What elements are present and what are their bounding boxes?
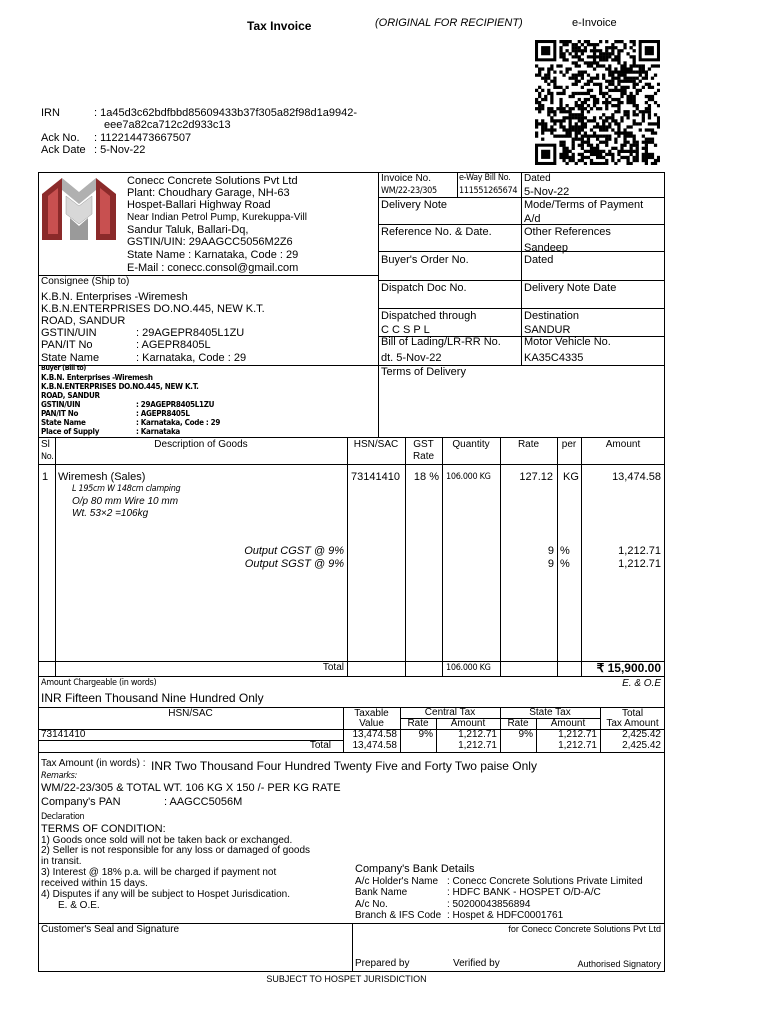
item-note-2: O/p 80 mm Wire 10 mm	[72, 496, 179, 507]
tax-cgst-rate: 9	[547, 545, 554, 557]
tax-sgst-pct: %	[560, 558, 570, 570]
motor-vehicle-label: Motor Vehicle No.	[524, 336, 611, 348]
declaration-label: Declaration	[41, 812, 85, 822]
buyer-state-label: State Name	[41, 418, 86, 427]
bill-lading-value: dt. 5-Nov-22	[381, 352, 442, 364]
item-name: Wiremesh (Sales)	[58, 471, 146, 483]
bill-lading-label: Bill of Lading/LR-RR No.	[381, 336, 501, 348]
company-logo	[40, 174, 118, 242]
ts-central-label: Central Tax	[424, 707, 476, 718]
consignee-gstin-label: GSTIN/UIN	[41, 327, 97, 339]
tax-cgst-pct: %	[560, 545, 570, 557]
bank-ifs-label: Branch & IFS Code	[355, 910, 442, 921]
dispatched-through-label: Dispatched through	[381, 310, 477, 322]
prepared-by: Prepared by	[355, 958, 410, 969]
seller-email: E-Mail : conecc.consol@gmail.com	[127, 262, 299, 274]
term-2: 2) Seller is not responsible for any loss or damaged of goods	[41, 845, 311, 856]
bank-ifs-value: : Hospet & HDFC0001761	[447, 910, 564, 921]
bank-acno-label: A/c No.	[355, 899, 388, 910]
col-sl: Sl	[41, 439, 50, 450]
ts-hsn-label: HSN/SAC	[168, 708, 213, 719]
consignee-state: : Karnataka, Code : 29	[136, 352, 247, 364]
authorised-signatory: Authorised Signatory	[577, 959, 661, 969]
motor-vehicle-value: KA35C4335	[524, 352, 584, 364]
item-hsn: 73141410	[351, 471, 400, 483]
ts-s-rate-label: Rate	[507, 718, 529, 729]
ack-no-value: : 112214473667507	[94, 132, 192, 144]
term-1: 1) Goods once sold will not be taken back or exchanged.	[41, 835, 293, 846]
ts-taxable-label-1: Taxable	[354, 708, 389, 719]
ts-total-taxable: 13,474.58	[352, 740, 397, 751]
irn-value-2: eee7a82ca712c2d933c13	[104, 119, 231, 131]
bank-title: Company's Bank Details	[355, 863, 475, 875]
einvoice-label: e-Invoice	[572, 17, 617, 29]
col-amount: Amount	[605, 439, 641, 450]
term-4: 4) Disputes if any will be subject to Hospet Jurisdication.	[41, 889, 291, 900]
seller-state: State Name : Karnataka, Code : 29	[127, 249, 299, 261]
destination-value: SANDUR	[524, 324, 571, 336]
total-amount: ₹ 15,900.00	[596, 661, 661, 675]
item-rate: 127.12	[519, 471, 553, 483]
seller-line4: Sandur Taluk, Ballari-Dq,	[127, 224, 249, 236]
buyer-pos-label: Place of Supply	[41, 427, 100, 436]
tax-sgst-label: Output SGST @ 9%	[244, 558, 344, 570]
remarks-label: Remarks:	[41, 771, 78, 781]
col-no: No.	[41, 452, 54, 462]
total-qty: 106.000 KG	[446, 663, 491, 673]
amount-words-label: Amount Chargeable (in words)	[41, 678, 157, 688]
delivery-note-label: Delivery Note	[381, 199, 448, 211]
col-desc: Description of Goods	[154, 439, 248, 450]
ts-taxable-label-2: Value	[359, 718, 384, 729]
ts-c-amount-label: Amount	[450, 718, 486, 729]
consignee-addr1: K.B.N.ENTERPRISES DO.NO.445, NEW K.T.	[41, 303, 265, 315]
reference-label: Reference No. & Date.	[381, 226, 492, 238]
other-ref-value: Sandeep	[524, 242, 569, 254]
col-rate: Rate	[517, 439, 540, 450]
buyer-pos: : Karnataka	[136, 427, 180, 436]
consignee-pan-label: PAN/IT No	[41, 339, 93, 351]
tax-cgst-label: Output CGST @ 9%	[244, 545, 344, 557]
term-3b: received within 15 days.	[41, 878, 148, 889]
irn-label: IRN	[41, 107, 60, 119]
item-per: KG	[563, 471, 579, 483]
ts-total-c-amt: 1,212.71	[458, 740, 497, 751]
consignee-gstin: : 29AGEPR8405L1ZU	[136, 327, 245, 339]
tax-sgst-rate: 9	[547, 558, 554, 570]
buyer-pan-label: PAN/IT No	[41, 409, 79, 418]
ts-c-rate-label: Rate	[407, 718, 429, 729]
col-hsn: HSN/SAC	[353, 439, 399, 450]
bank-holder-label: A/c Holder's Name	[355, 876, 439, 887]
buyer-gstin-label: GSTIN/UIN	[41, 400, 81, 409]
remarks-value: WM/22-23/305 & TOTAL WT. 106 KG X 150 /- PER KG RATE	[41, 782, 341, 794]
bank-acno-value: : 50200043856894	[447, 899, 531, 910]
term-5: E. & O.E.	[58, 900, 100, 911]
qr-code	[535, 40, 660, 165]
consignee-addr2: ROAD, SANDUR	[41, 315, 126, 327]
buyer-addr2: ROAD, SANDUR	[41, 391, 100, 400]
col-per: per	[561, 439, 577, 450]
tax-sgst-amount: 1,212.71	[618, 558, 661, 570]
copy-type: (ORIGINAL FOR RECIPIENT)	[375, 17, 523, 29]
ts-state-label: State Tax	[529, 707, 571, 718]
col-qty: Quantity	[452, 439, 490, 450]
buyer-gstin: : 29AGEPR8405L1ZU	[136, 400, 215, 409]
amount-words-value: INR Fifteen Thousand Nine Hundred Only	[41, 691, 264, 705]
bank-holder-value: : Conecc Concrete Solutions Private Limited	[447, 876, 643, 887]
seller-gstin: GSTIN/UIN: 29AAGCC5056M2Z6	[127, 236, 293, 248]
invoice-title: Tax Invoice	[247, 19, 312, 33]
dated-label: Dated	[524, 173, 551, 184]
ts-total-s-amt: 1,212.71	[558, 740, 597, 751]
company-pan-label: Company's PAN	[41, 796, 121, 808]
ts-row-hsn: 73141410	[41, 729, 86, 740]
eway-value: 111551265674	[459, 186, 518, 196]
tax-words-label: Tax Amount (in words) :	[41, 758, 146, 769]
consignee-name: K.B.N. Enterprises -Wiremesh	[41, 291, 188, 303]
ts-row-taxable: 13,474.58	[352, 729, 397, 740]
delivery-note-date-label: Delivery Note Date	[524, 282, 617, 294]
customer-seal-label: Customer's Seal and Signature	[41, 924, 180, 935]
eway-label: e-Way Bill No.	[459, 173, 511, 183]
tax-cgst-amount: 1,212.71	[618, 545, 661, 557]
ts-row-total: 2,425.42	[622, 729, 661, 740]
ack-date-value: : 5-Nov-22	[94, 144, 146, 156]
buyers-order-label: Buyer's Order No.	[381, 254, 469, 266]
ack-date-label: Ack Date	[41, 144, 86, 156]
dated2-label: Dated	[524, 254, 554, 266]
seller-line2: Hospet-Ballari Highway Road	[127, 199, 271, 211]
item-gst-rate: 18 %	[413, 471, 439, 483]
dispatched-through-value: C C S P L	[381, 324, 430, 336]
ts-total-label-2: Tax Amount	[606, 718, 659, 729]
company-pan-value: : AAGCC5056M	[164, 796, 243, 808]
buyer-name: K.B.N. Enterprises -Wiremesh	[41, 373, 153, 382]
invoice-no-value: WM/22-23/305	[381, 186, 437, 196]
dated-value: 5-Nov-22	[524, 186, 570, 198]
seller-name: Conecc Concrete Solutions Pvt Ltd	[127, 175, 298, 187]
ts-total-label-1: Total	[621, 708, 644, 719]
terms-delivery-label: Terms of Delivery	[381, 366, 466, 378]
item-amount: 13,474.58	[612, 471, 661, 483]
mode-value: A/d	[524, 213, 541, 225]
buyer-pan: : AGEPR8405L	[136, 409, 190, 418]
buyer-state: : Karnataka, Code : 29	[136, 418, 221, 427]
buyer-label: Buyer (Bill to)	[41, 364, 87, 372]
mode-label: Mode/Terms of Payment	[524, 199, 644, 211]
ack-no-label: Ack No.	[41, 132, 80, 144]
item-qty: 106.000 KG	[446, 472, 491, 482]
bank-name-label: Bank Name	[355, 887, 408, 898]
irn-value-1: : 1a45d3c62bdfbbd85609433b37f305a82f98d1a9942-	[94, 107, 358, 119]
buyer-addr1: K.B.N.ENTERPRISES DO.NO.445, NEW K.T.	[41, 382, 199, 391]
item-sl: 1	[42, 471, 49, 483]
ts-row-c-amt: 1,212.71	[458, 729, 497, 740]
dispatch-doc-label: Dispatch Doc No.	[381, 282, 467, 294]
eoe-label: E. & O.E	[622, 678, 661, 689]
terms-title: TERMS OF CONDITION:	[41, 823, 166, 835]
item-note-1: L 195cm W 148cm clamping	[72, 484, 181, 494]
tax-words-value: INR Two Thousand Four Hundred Twenty Five and Forty Two paise Only	[151, 759, 537, 773]
invoice-no-label: Invoice No.	[381, 173, 432, 184]
seller-line3: Near Indian Petrol Pump, Kurekuppa-Vill	[127, 212, 307, 223]
jurisdiction-note: SUBJECT TO HOSPET JURISDICTION	[266, 974, 427, 984]
for-company-label: for Conecc Concrete Solutions Pvt Ltd	[508, 924, 661, 934]
consignee-label: Consignee (Ship to)	[41, 276, 130, 287]
other-ref-label: Other References	[524, 226, 611, 238]
item-note-3: Wt. 53×2 =106kg	[72, 508, 149, 519]
col-gst: GST	[413, 439, 434, 450]
ts-row-s-rate: 9%	[518, 729, 533, 740]
ts-total-label: Total	[309, 740, 331, 751]
ts-total-total: 2,425.42	[622, 740, 661, 751]
ts-row-c-rate: 9%	[418, 729, 433, 740]
ts-row-s-amt: 1,212.71	[558, 729, 597, 740]
col-gst-rate: Rate	[412, 451, 435, 462]
seller-line1: Plant: Choudhary Garage, NH-63	[127, 187, 290, 199]
total-label: Total	[322, 662, 344, 673]
destination-label: Destination	[524, 310, 580, 322]
bank-name-value: : HDFC BANK - HOSPET O/D-A/C	[447, 887, 601, 898]
term-2b: in transit.	[41, 856, 82, 867]
consignee-state-label: State Name	[41, 352, 100, 364]
consignee-pan: : AGEPR8405L	[136, 339, 211, 351]
term-3: 3) Interest @ 18% p.a. will be charged if payment not	[41, 867, 277, 878]
verified-by: Verified by	[453, 958, 500, 969]
ts-s-amount-label: Amount	[550, 718, 586, 729]
